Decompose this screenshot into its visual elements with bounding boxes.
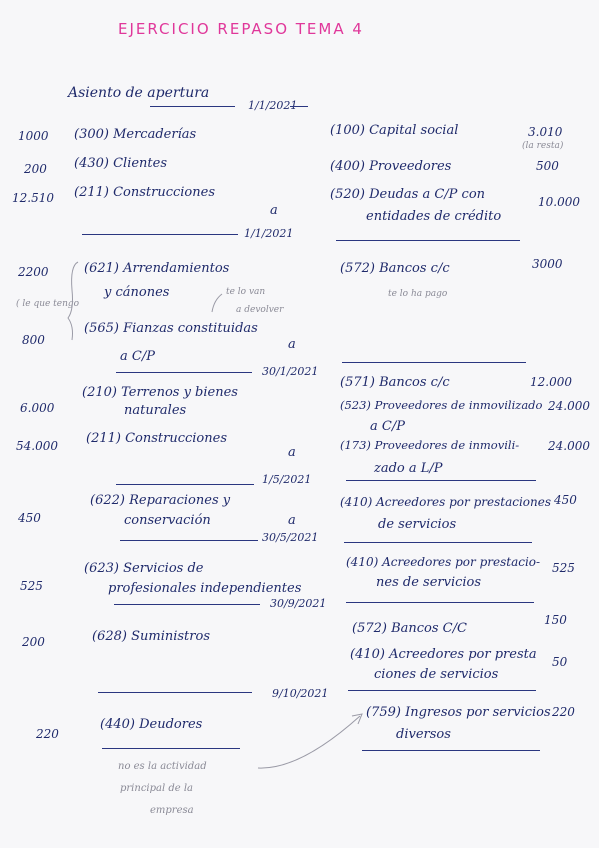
entry3-debit1-account-l1: (210) Terrenos y bienes (82, 385, 238, 400)
entry6-credit2-account-l2: ciones de servicios (374, 667, 499, 682)
entry5-rule-left (114, 604, 260, 605)
entry7-arrow (258, 716, 360, 768)
entry5-credit1-amount: 525 (552, 561, 575, 575)
entry1-rule-left (82, 234, 238, 235)
entry2-credit1-amount: 3000 (532, 257, 563, 271)
entry4-debit1-account-l1: (622) Reparaciones y (90, 493, 231, 508)
entry1-rule-right (336, 240, 520, 241)
entry3-credit3-account-l1: (173) Proveedores de inmovili- (340, 438, 520, 452)
entry1-debit2-amount: 200 (24, 162, 47, 176)
entry3-credit3-amount: 24.000 (548, 439, 590, 453)
entry2-date: 1/1/2021 (244, 227, 294, 240)
entry4-credit1-account-l2: de servicios (378, 517, 457, 532)
entry1-credit1-account: (100) Capital social (330, 123, 459, 138)
entry1-credit3-account-l1: (520) Deudas a C/P con (330, 187, 486, 202)
entry6-debit1-amount: 200 (22, 635, 45, 649)
entry2-rule-right (342, 362, 526, 363)
entry5-rule-right (346, 602, 534, 603)
entry2-note-left: ( le que tengo (16, 299, 80, 309)
entry3-credit3-account-l2: zado a L/P (374, 461, 443, 476)
entry4-credit1-account-l1: (410) Acreedores por prestaciones (340, 495, 552, 509)
entry1-credit3-amount: 10.000 (538, 195, 580, 209)
entry5-credit1-account-l2: nes de servicios (376, 575, 482, 590)
entry7-credit1-amount: 220 (552, 705, 575, 719)
entry4-debit1-account-l2: conservación (124, 513, 211, 528)
entry1-debit1-account: (300) Mercaderías (74, 127, 197, 142)
entry6-rule-right (348, 690, 536, 691)
entry3-debit1-amount: 6.000 (20, 401, 55, 415)
entry6-credit2-amount: 50 (552, 655, 568, 669)
heading-rule (150, 106, 235, 107)
entry2-note-mid-1: te lo van (226, 287, 266, 297)
entry2-debit2-account-l2: a C/P (120, 349, 155, 364)
entry3-separator: a (288, 445, 296, 460)
entry6-rule-left (98, 692, 252, 693)
entry3-rule-right (346, 480, 536, 481)
entry1-debit1-amount: 1000 (18, 129, 49, 143)
entry1-note: (la resta) (522, 141, 564, 151)
entry7-arrow-head (352, 714, 362, 724)
entry4-separator: a (288, 513, 296, 528)
page-title: EJERCICIO REPASO TEMA 4 (118, 20, 364, 38)
entry2-debit2-amount: 800 (22, 333, 45, 347)
entry4-credit1-amount: 450 (554, 493, 577, 507)
entry3-debit2-amount: 54.000 (16, 439, 58, 453)
entry7-debit1-amount: 220 (36, 727, 59, 741)
entry5-credit1-account-l1: (410) Acreedores por prestacio- (346, 555, 541, 569)
entry4-date: 1/5/2021 (262, 473, 312, 486)
entry2-debit1-account-l1: (621) Arrendamientos (84, 261, 230, 276)
entry1-credit2-account: (400) Proveedores (330, 159, 452, 174)
entry7-credit1-account-l1: (759) Ingresos por servicios (366, 705, 551, 720)
entry7-rule-left (102, 748, 240, 749)
entry7-rule-right (362, 750, 540, 751)
entry7-note-2: principal de la (120, 783, 194, 794)
entry1-credit1-amount: 3.010 (528, 125, 563, 139)
entry2-debit1-amount: 2200 (18, 265, 49, 279)
entry7-credit1-account-l2: diversos (396, 727, 451, 742)
entry3-credit2-account-l2: a C/P (370, 419, 405, 434)
entry3-credit2-account-l1: (523) Proveedores de inmovilizado (340, 398, 543, 412)
entry7-note-1: no es la actividad (118, 761, 207, 772)
entry2-credit1-account: (572) Bancos c/c (340, 261, 450, 276)
entry3-debit2-account: (211) Construcciones (86, 431, 228, 446)
entry4-rule-right (344, 542, 532, 543)
entry5-date: 30/5/2021 (262, 531, 319, 544)
entry6-debit1-account: (628) Suministros (92, 629, 210, 644)
entry3-debit1-account-l2: naturales (124, 403, 187, 418)
entry2-debit1-account-l2: y cánones (104, 285, 170, 300)
entry2-arrow (212, 294, 222, 312)
entry1-debit2-account: (430) Clientes (74, 156, 168, 171)
entry3-date: 30/1/2021 (262, 365, 319, 378)
entry1-credit3-account-l2: entidades de crédito (366, 209, 502, 224)
entry5-debit1-amount: 525 (20, 579, 43, 593)
entry3-credit2-amount: 24.000 (548, 399, 590, 413)
entry4-rule-left (120, 540, 258, 541)
entry2-rule-left (116, 372, 252, 373)
entry6-credit1-account: (572) Bancos C/C (352, 621, 467, 636)
entry5-debit1-account-l1: (623) Servicios de (84, 561, 204, 576)
entry6-credit1-amount: 150 (544, 613, 567, 627)
entry1-date-rule (290, 106, 308, 107)
entry6-date: 30/9/2021 (270, 597, 327, 610)
entry1-debit3-amount: 12.510 (12, 191, 54, 205)
entry7-note-3: empresa (150, 805, 194, 816)
entry1-date: 1/1/2021 (248, 99, 298, 112)
entry7-debit1-account: (440) Deudores (100, 717, 203, 732)
entry6-credit2-account-l1: (410) Acreedores por presta (350, 647, 537, 662)
entry3-credit1-account: (571) Bancos c/c (340, 375, 450, 390)
entry3-credit1-amount: 12.000 (530, 375, 572, 389)
entry2-debit2-account-l1: (565) Fianzas constituidas (84, 321, 258, 336)
entry1-credit2-amount: 500 (536, 159, 559, 173)
entry7-date: 9/10/2021 (272, 687, 329, 700)
entry4-debit1-amount: 450 (18, 511, 41, 525)
entry3-rule-left (116, 484, 254, 485)
entry2-note-mid-2: a devolver (236, 305, 284, 315)
entry1-separator: a (270, 203, 278, 218)
heading-opening-entry: Asiento de apertura (68, 85, 210, 101)
entry5-debit1-account-l2: profesionales independientes (108, 581, 302, 596)
entry1-debit3-account: (211) Construcciones (74, 185, 216, 200)
entry2-separator: a (288, 337, 296, 352)
entry2-note-right: te lo ha pago (388, 289, 448, 299)
